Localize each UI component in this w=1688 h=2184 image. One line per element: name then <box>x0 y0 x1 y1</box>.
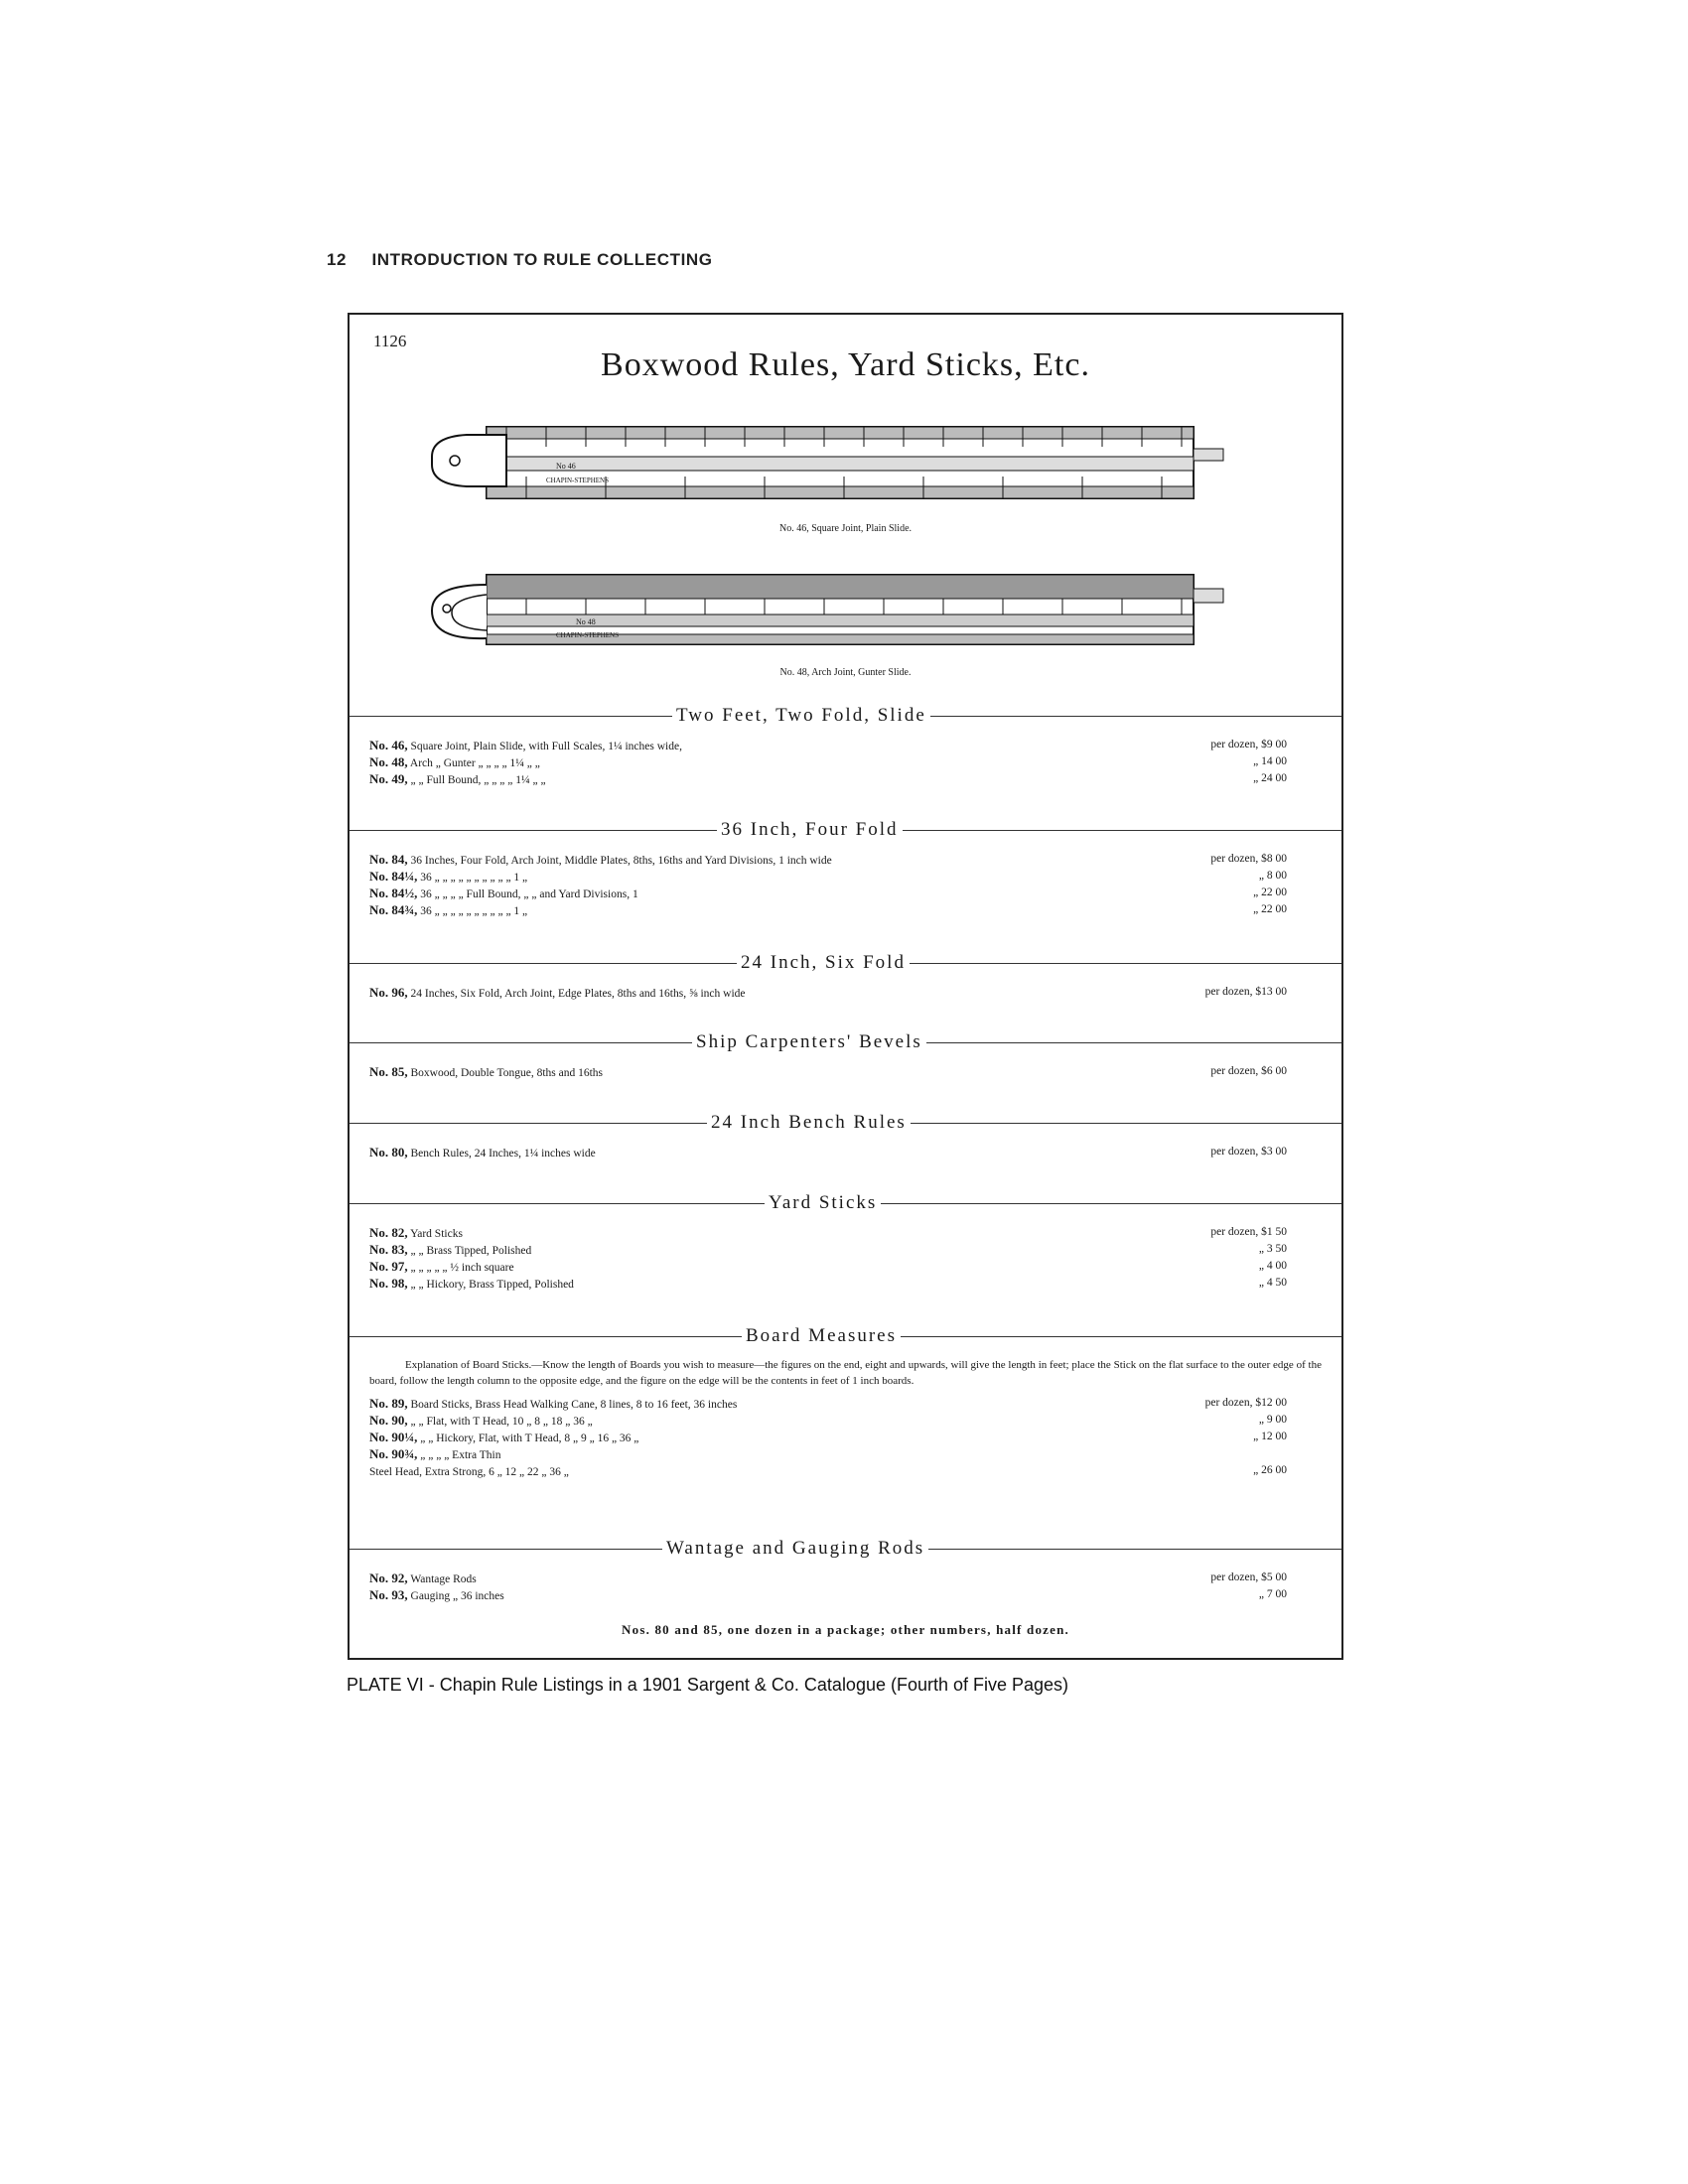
list-item: No. 89, Board Sticks, Brass Head Walking Cane, 8 lines, 8 to 16 feet, 36 inches per dozen, $12 00 <box>369 1396 1287 1411</box>
list-item: Steel Head, Extra Strong, 6 „ 12 „ 22 „ 36 „ „ 26 00 <box>369 1464 1287 1478</box>
section-title: 24 Inch, Six Fold <box>737 952 910 974</box>
list-item: No. 84½, 36 „ „ „ „ Full Bound, „ „ and Yard Divisions, 1 „ 22 00 <box>369 886 1287 900</box>
list-item: No. 96, 24 Inches, Six Fold, Arch Joint, Edge Plates, 8ths and 16ths, ⅝ inch wide per dozen, $13 00 <box>369 985 1287 1000</box>
list-item: No. 92, Wantage Rods per dozen, $5 00 <box>369 1570 1287 1585</box>
list-item: No. 90¼, „ „ Hickory, Flat, with T Head, 8 „ 9 „ 16 „ 36 „ „ 12 00 <box>369 1430 1287 1444</box>
list-item: No. 49, „ „ Full Bound, „ „ „ „ 1¼ „ „ „ 24 00 <box>369 771 1287 786</box>
section-24-inch-six-fold <box>350 952 1341 1001</box>
list-item: No. 48, Arch „ Gunter „ „ „ „ 1¼ „ „ „ 14 00 <box>369 754 1287 769</box>
section-ship-carpenters-bevels <box>350 1031 1341 1080</box>
section-title: Wantage and Gauging Rods <box>662 1538 928 1560</box>
running-head-title: INTRODUCTION TO RULE COLLECTING <box>371 250 713 269</box>
section-yard-sticks <box>350 1192 1341 1292</box>
list-item: No. 80, Bench Rules, 24 Inches, 1¼ inches wide per dozen, $3 00 <box>369 1145 1287 1160</box>
rule-maker-48: CHAPIN-STEPHENS <box>556 631 620 639</box>
plate-caption: PLATE VI - Chapin Rule Listings in a 1901 Sargent & Co. Catalogue (Fourth of Five Pages) <box>347 1675 1069 1695</box>
section-two-feet-two-fold-slide <box>350 705 1341 787</box>
section-title: Two Feet, Two Fold, Slide <box>672 705 930 727</box>
list-item: No. 97, „ „ „ „ „ ½ inch square „ 4 00 <box>369 1259 1287 1274</box>
section-board-measures <box>350 1325 1341 1479</box>
rule-stamp-48: No 48 <box>576 617 596 626</box>
list-item: No. 90¾, „ „ „ „ Extra Thin <box>369 1446 501 1461</box>
board-sticks-explanation: Explanation of Board Sticks.—Know the length of Boards you wish to measure—the figures on the end, eight and upwards, will give the length in feet; place the Stick on the flat surface to the outer edge of the board, follow the length column to the opposite edge, and the figure on the edge will be the contents in feet of 1 inch boards. <box>369 1359 1322 1387</box>
running-head <box>327 250 713 270</box>
list-item: No. 84, 36 Inches, Four Fold, Arch Joint, Middle Plates, 8ths, 16ths and Yard Divisions, 1 inch wide per dozen, $8 00 <box>369 852 1287 867</box>
list-item: No. 83, „ „ Brass Tipped, Polished „ 3 50 <box>369 1242 1287 1257</box>
catalogue-page-number: 1126 <box>373 332 407 350</box>
section-title: 36 Inch, Four Fold <box>717 819 903 841</box>
rule-stamp-46: No 46 <box>556 462 576 471</box>
section-wantage-gauging-rods <box>350 1538 1341 1603</box>
section-24-inch-bench-rules <box>350 1112 1341 1160</box>
page-number: 12 <box>327 250 348 269</box>
illustration-caption-48: No. 48, Arch Joint, Gunter Slide. <box>779 667 912 678</box>
section-title: Board Measures <box>742 1325 901 1347</box>
list-item: No. 84¼, 36 „ „ „ „ „ „ „ „ „ „ 1 „ „ 8 00 <box>369 869 1287 884</box>
list-item: No. 84¾, 36 „ „ „ „ „ „ „ „ „ „ 1 „ „ 22 00 <box>369 902 1287 917</box>
section-title: Ship Carpenters' Bevels <box>692 1031 926 1053</box>
catalogue-page <box>348 313 1343 1660</box>
catalogue-title: Boxwood Rules, Yard Sticks, Etc. <box>601 346 1090 383</box>
rule-illustration-48 <box>427 563 1251 662</box>
illustration-caption-46: No. 46, Square Joint, Plain Slide. <box>778 523 913 534</box>
list-item: No. 85, Boxwood, Double Tongue, 8ths and 16ths per dozen, $6 00 <box>369 1064 1287 1079</box>
section-title: 24 Inch Bench Rules <box>707 1112 911 1134</box>
list-item: No. 93, Gauging „ 36 inches „ 7 00 <box>369 1587 1287 1602</box>
list-item: No. 98, „ „ Hickory, Brass Tipped, Polished „ 4 50 <box>369 1276 1287 1291</box>
section-36-inch-four-fold <box>350 819 1341 918</box>
rule-illustration-46 <box>427 417 1251 516</box>
packaging-note: Nos. 80 and 85, one dozen in a package; other numbers, half dozen. <box>622 1622 1069 1637</box>
list-item: No. 82, Yard Sticks per dozen, $1 50 <box>369 1225 1287 1240</box>
rule-maker-46: CHAPIN-STEPHENS <box>546 477 610 484</box>
section-title: Yard Sticks <box>765 1192 881 1214</box>
list-item: No. 90, „ „ Flat, with T Head, 10 „ 8 „ 18 „ 36 „ „ 9 00 <box>369 1413 1287 1428</box>
list-item: No. 46, Square Joint, Plain Slide, with Full Scales, 1¼ inches wide, per dozen, $9 00 <box>369 738 1287 752</box>
